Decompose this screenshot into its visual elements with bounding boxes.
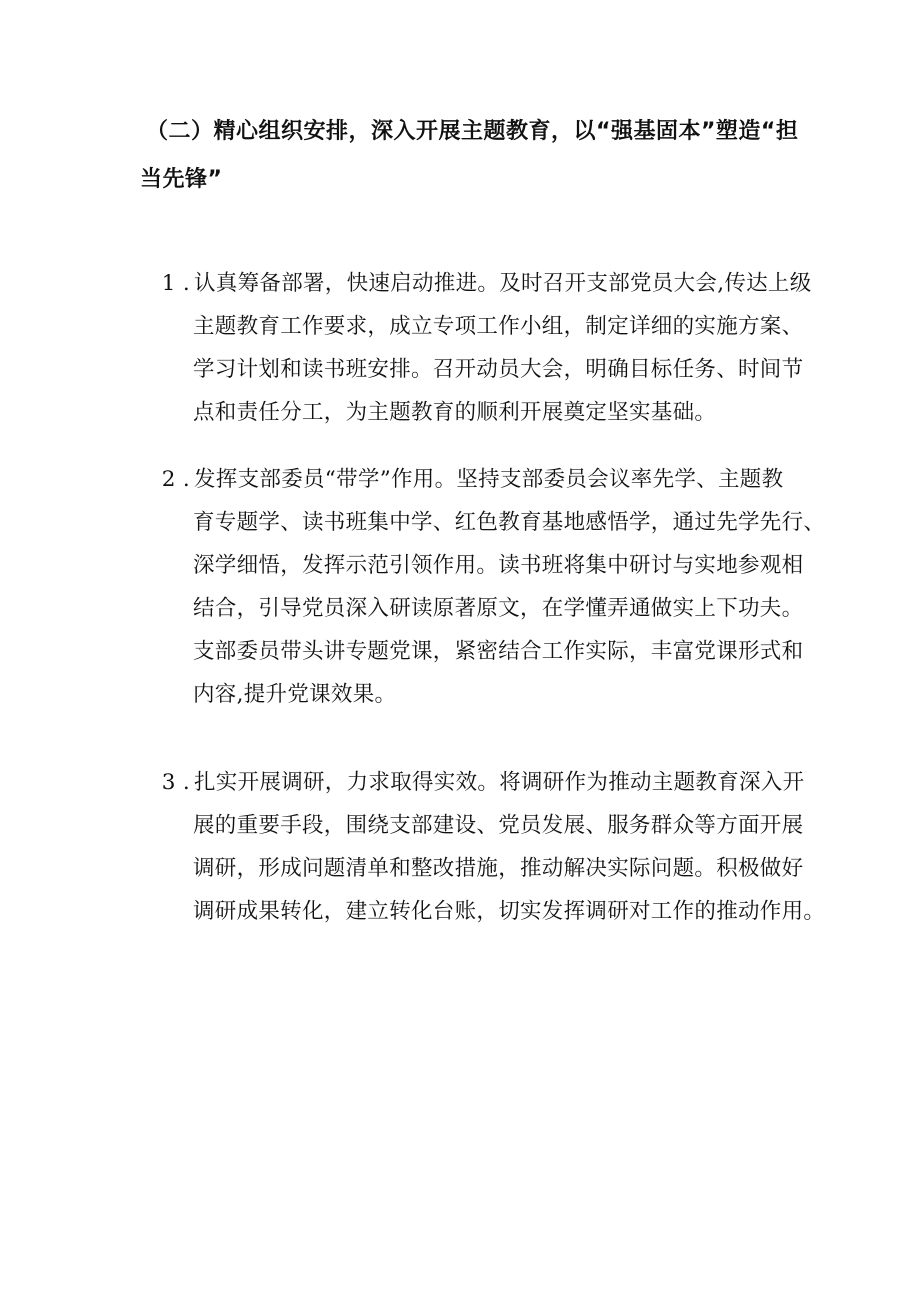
item-line: 点和责任分工，为主题教育的顺利开展奠定坚实基础。 — [193, 400, 717, 425]
item-line: 调研成果转化，建立转化台账，切实发挥调研对工作的推动作用。 — [193, 899, 826, 924]
item-line: 学习计划和读书班安排。召开动员大会，明确目标任务、时间节 — [193, 357, 804, 382]
item-line: 发挥支部委员“带学”作用。坚持支部委员会议率先学、主题教 — [194, 467, 784, 492]
list-item — [140, 458, 826, 716]
item-number: 2 . — [161, 467, 190, 492]
list-item — [140, 761, 826, 933]
heading-line-1: （二）精心组织安排，深入开展主题教育，以“强基固本”塑造“担 — [146, 119, 799, 144]
item-line: 结合，引导党员深入研读原著原文，在学懂弄通做实上下功夫。 — [193, 596, 804, 621]
item-line: 支部委员带头讲专题党课，紧密结合工作实际，丰富党课形式和 — [193, 639, 804, 664]
heading-line-2: 当先锋” — [140, 167, 223, 192]
item-line: 认真筹备部署，快速启动推进。及时召开支部党员大会,传达上级 — [194, 271, 812, 296]
item-line: 育专题学、读书班集中学、红色教育基地感悟学，通过先学先行、 — [193, 510, 826, 535]
item-line: 深学细悟，发挥示范引领作用。读书班将集中研讨与实地参观相 — [193, 553, 804, 578]
item-line: 主题教育工作要求，成立专项工作小组，制定详细的实施方案、 — [193, 314, 804, 339]
section-heading — [140, 108, 800, 204]
item-line: 展的重要手段，围绕支部建设、党员发展、服务群众等方面开展 — [193, 813, 804, 838]
item-line: 内容,提升党课效果。 — [193, 682, 397, 707]
list-item — [140, 262, 812, 434]
item-number: 3 . — [161, 770, 190, 795]
item-number: 1 . — [161, 271, 190, 296]
item-line: 扎实开展调研，力求取得实效。将调研作为推动主题教育深入开 — [194, 770, 805, 795]
item-line: 调研，形成问题清单和整改措施，推动解决实际问题。积极做好 — [193, 856, 804, 881]
